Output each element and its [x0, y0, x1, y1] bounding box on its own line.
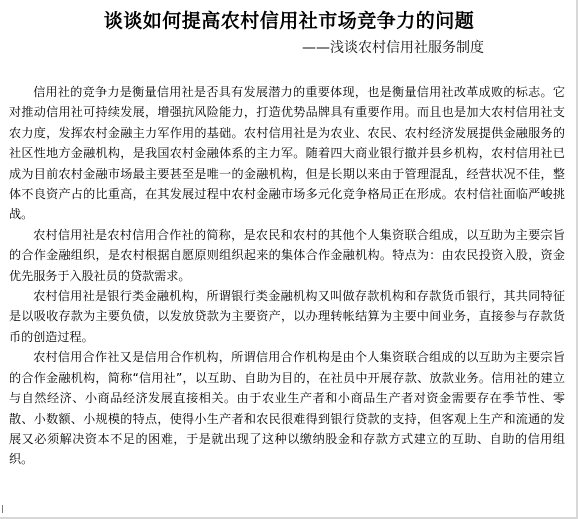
- document-subtitle: ——浅谈农村信用社服务制度: [302, 40, 484, 56]
- document-body: [9, 82, 565, 470]
- page-corner-mark: [2, 505, 7, 513]
- paragraph-1: 信用社的竞争力是衡量信用社是否具有发展潜力的重要体现，也是衡量信用社改革成败的标志。它对推动信用社可持续发展，增强抗风险能力，打造优势品牌具有重要作用。而且也是加大农村信用社支农力度，发挥农村金融主力军作用的基础。农村信用社是为农业、农民、农村经济发展提供金融服务的社区性地方金融机构，是我国农村金融体系的主力军。随着四大商业银行撤并县乡机构，农村信用社已成为目前农村金融市场最主要甚至是唯一的金融机构，但是长期以来由于管理混乱，经营状况不佳，整体不良资产占的比重高，在其发展过程中农村金融市场多元化竞争格局正在形成。农村信社面临严峻挑战。: [9, 85, 565, 222]
- paragraph-3: 农村信用社是银行类金融机构，所谓银行类金融机构又叫做存款机构和存款货币银行，其共同特征是以吸收存款为主要负债，以发放贷款为主要资产，以办理转帐结算为主要中间业务，直接参与存款货币的创造过程。: [9, 289, 565, 344]
- paragraph-4: 农村信用合作社又是信用合作机构，所谓信用合作机构是由个人集资联合组成的以互助为主要宗旨的合作金融机构，简称“信用社”，以互助、自助为目的，在社员中开展存款、放款业务。信用社的建立与自然经济、小商品经济发展直接相关。由于农业生产者和小商品生产者对资金需要存在季节性、零散、小数额、小规模的特点，使得小生产者和农民很难得到银行贷款的支持，但客观上生产和流通的发展又必须解决资本不足的困难，于是就出现了这种以缴纳股金和存款方式建立的互助、自助的信用组织。: [9, 350, 565, 467]
- document-title: 谈谈如何提高农村信用社市场竞争力的问题: [103, 10, 475, 32]
- paragraph-2: 农村信用社是农村信用合作社的简称，是农民和农村的其他个人集资联合组成，以互助为主要宗旨的合作金融组织，是农村根据自愿原则组织起来的集体合作金融机构。特点为：由农民投资入股，资金优先服务于入股社员的贷款需求。: [9, 227, 565, 283]
